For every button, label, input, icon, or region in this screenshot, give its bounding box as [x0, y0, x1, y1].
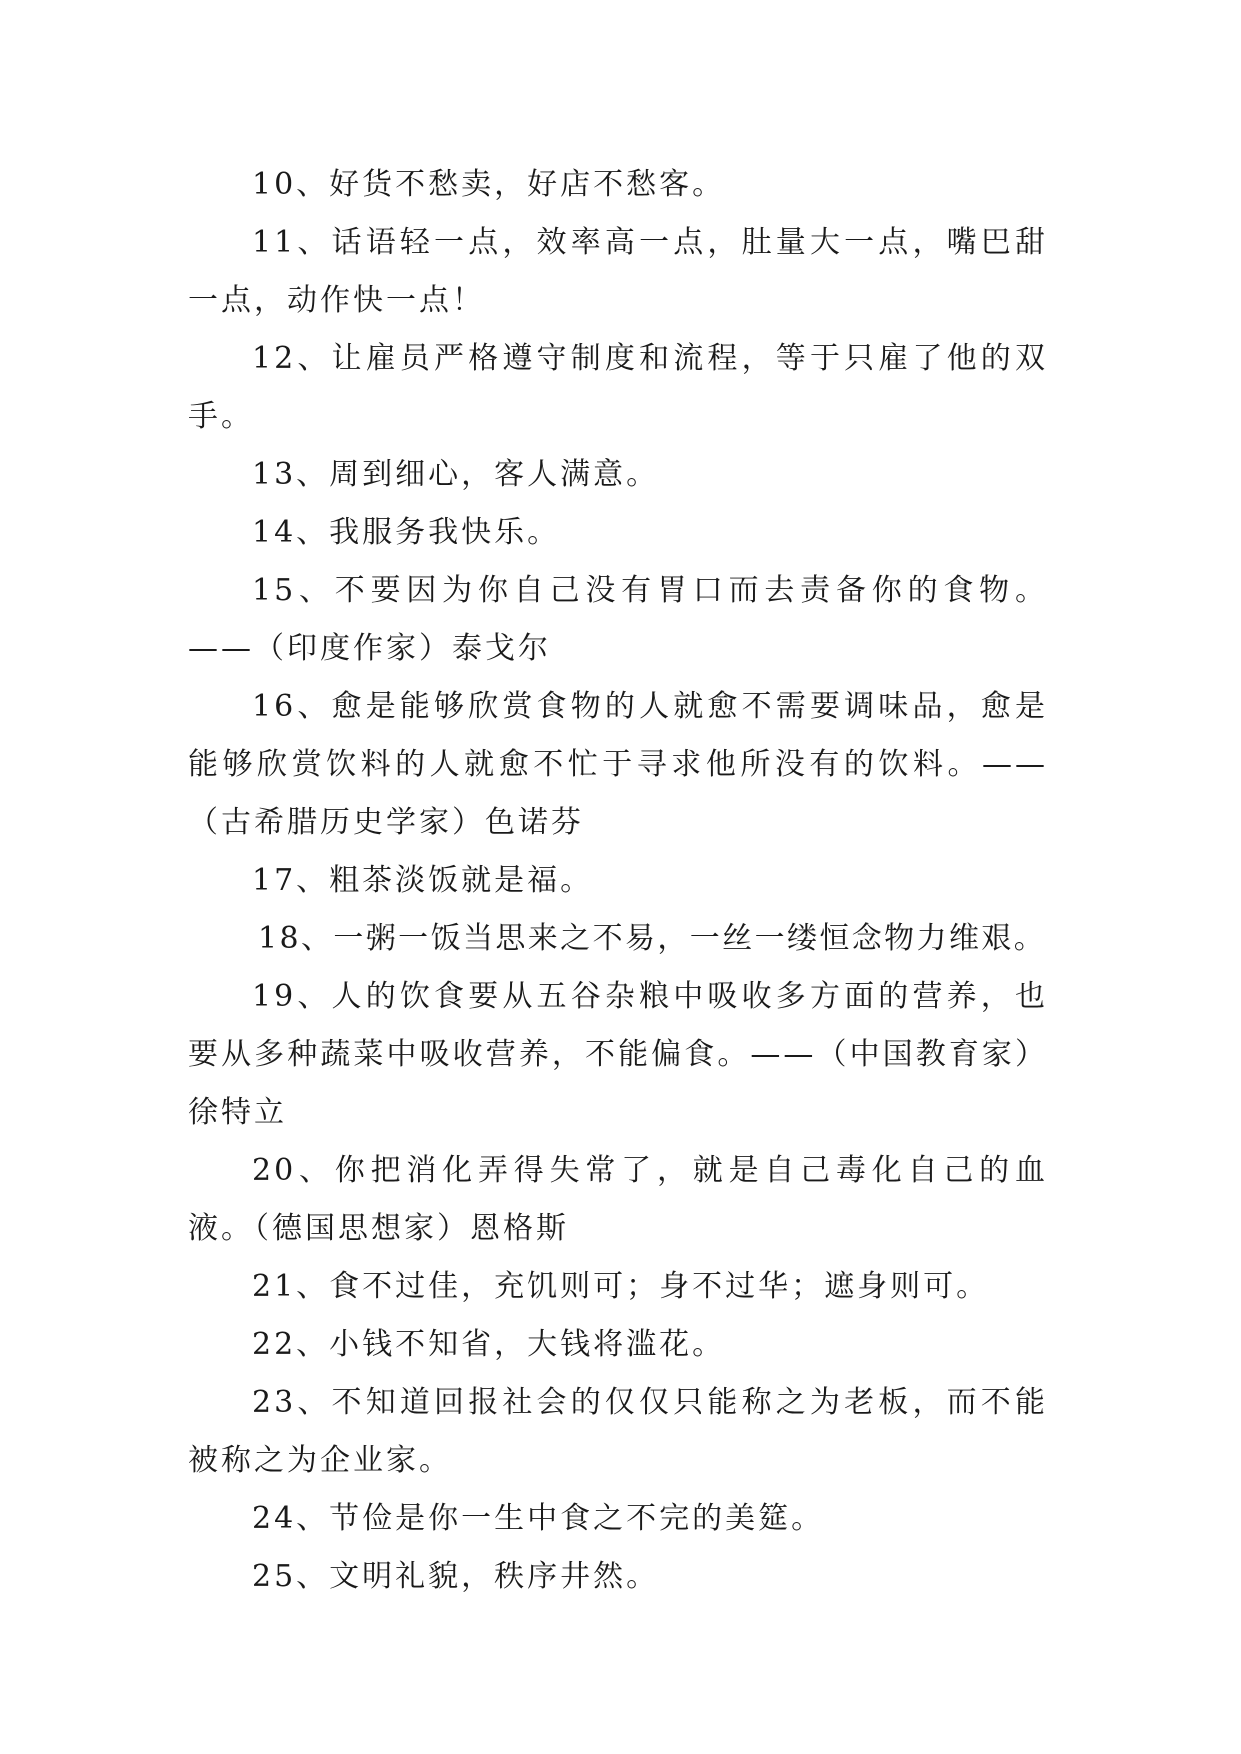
quote-paragraph: 12、让雇员严格遵守制度和流程，等于只雇了他的双手。 [188, 341, 1048, 434]
quote-paragraph: 21、食不过佳，充饥则可；身不过华；遮身则可。 [252, 1269, 990, 1304]
quote-paragraph: 20、你把消化弄得失常了，就是自己毒化自己的血液。（德国思想家）恩格斯 [188, 1153, 1048, 1246]
quote-paragraph: 16、愈是能够欣赏食物的人就愈不需要调味品，愈是能够欣赏饮料的人就愈不忙于寻求他所没有的饮料。——（古希腊历史学家）色诺芬 [188, 689, 1048, 840]
quote-paragraph: 10、好货不愁卖，好店不愁客。 [252, 167, 726, 202]
quote-paragraph: 24、节俭是你一生中食之不完的美筵。 [252, 1501, 825, 1536]
quote-paragraph: 13、周到细心，客人满意。 [252, 457, 660, 492]
quote-paragraph: 25、文明礼貌，秩序井然。 [252, 1559, 660, 1594]
quote-paragraph: 11、话语轻一点，效率高一点，肚量大一点，嘴巴甜一点，动作快一点！ [188, 225, 1048, 318]
quote-paragraph: 18、一粥一饭当思来之不易，一丝一缕恒念物力维艰。 [258, 921, 1047, 956]
quote-paragraph: 23、不知道回报社会的仅仅只能称之为老板，而不能被称之为企业家。 [188, 1385, 1048, 1478]
document-body [188, 156, 1048, 1606]
quote-paragraph: 15、不要因为你自己没有胃口而去责备你的食物。——（印度作家）泰戈尔 [188, 573, 1048, 666]
quote-paragraph: 17、粗茶淡饭就是福。 [252, 863, 594, 898]
quote-paragraph: 22、小钱不知省，大钱将滥花。 [252, 1327, 726, 1362]
quote-paragraph: 19、人的饮食要从五谷杂粮中吸收多方面的营养，也要从多种蔬菜中吸收营养，不能偏食。——（中国教育家）徐特立 [188, 979, 1048, 1130]
quote-paragraph: 14、我服务我快乐。 [252, 515, 561, 550]
